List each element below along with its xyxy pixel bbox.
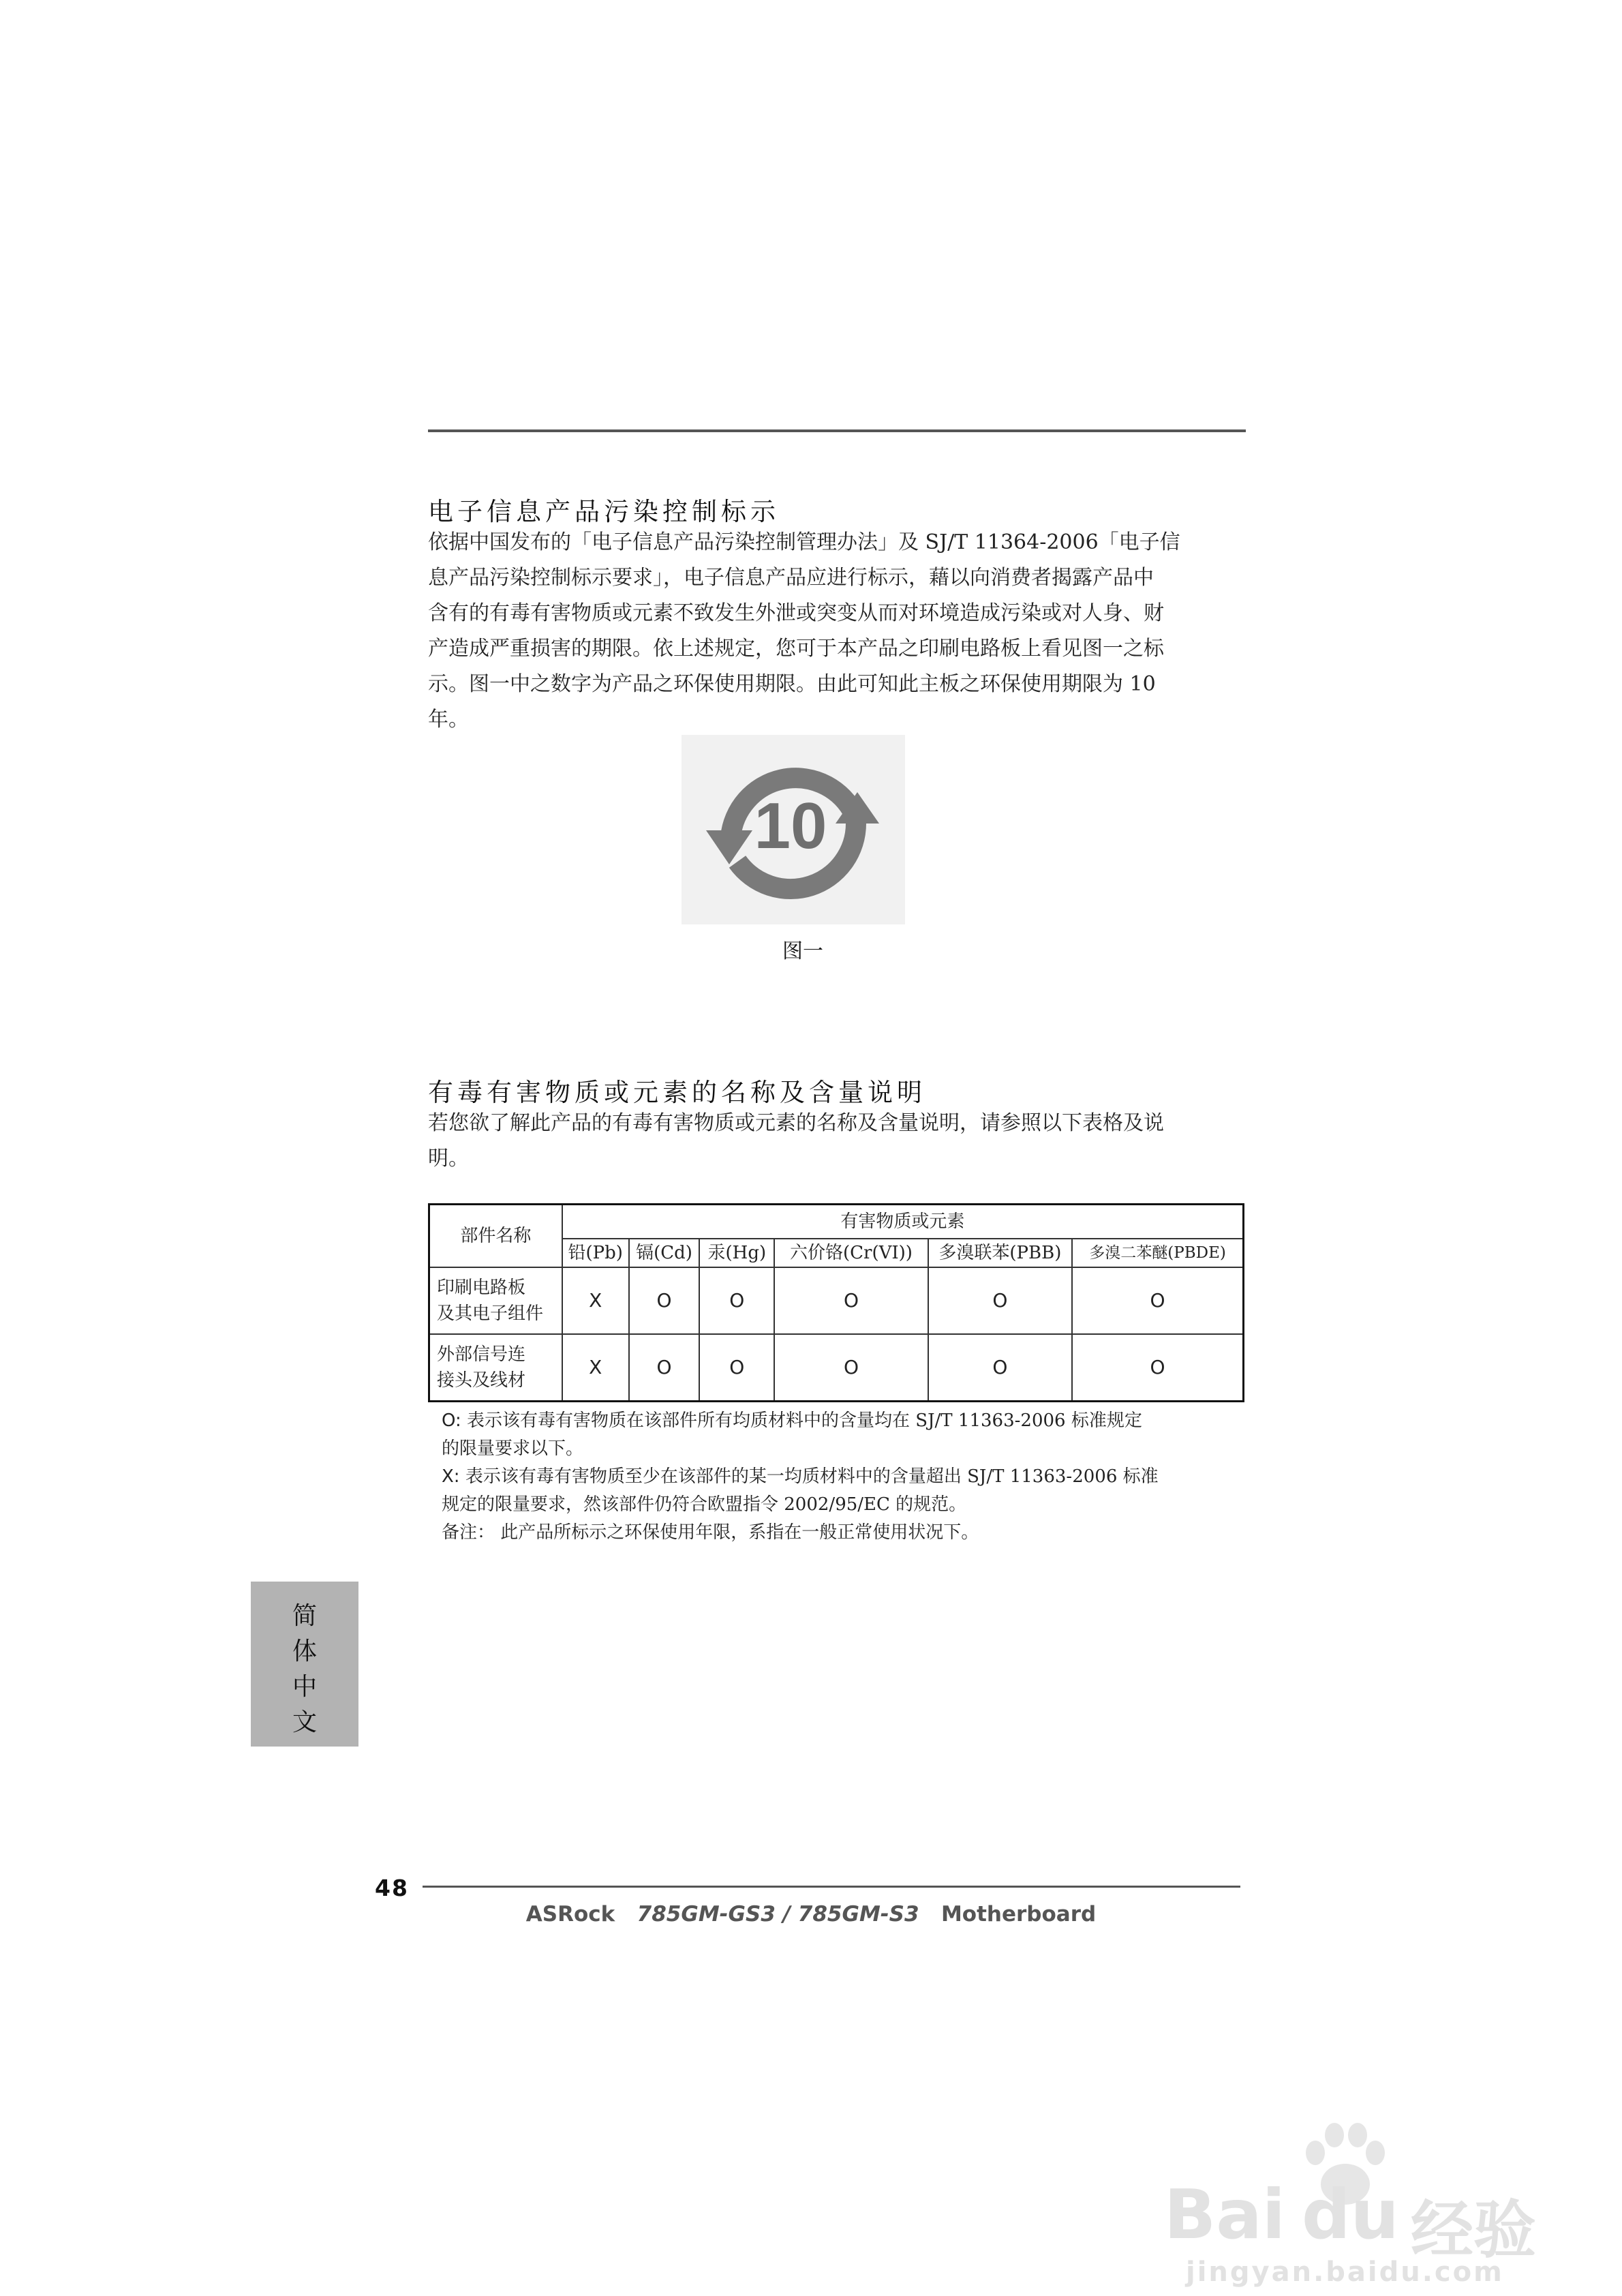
epup-logo: [682, 735, 905, 924]
table-notes: [442, 1407, 1159, 1547]
column-header: 多溴二苯醚(PBDE): [1072, 1239, 1243, 1267]
note-x-key: X:: [442, 1466, 460, 1487]
section2-title: 有毒有害物质或元素的名称及含量说明: [428, 1078, 926, 1107]
table-row: [429, 1267, 1244, 1334]
note-o-line: 的限量要求以下。: [442, 1438, 584, 1459]
substance-group-header: 有害物质或元素: [562, 1205, 1244, 1239]
column-header: 六价铬(Cr(VI)): [774, 1239, 928, 1267]
section1-line: 产造成严重损害的期限。依上述规定，您可于本产品之印刷电路板上看见图一之标: [428, 637, 1164, 661]
table-cell: O: [1072, 1267, 1243, 1334]
row-part-name-line: 外部信号连: [437, 1344, 526, 1365]
column-header: 汞(Hg): [699, 1239, 774, 1267]
footer-model-line: [0, 1902, 1622, 1927]
section2-line: 明。: [428, 1147, 469, 1170]
footer-model: 785GM-GS3 / 785GM-S3: [637, 1902, 919, 1927]
watermark-brand-du: du: [1302, 2175, 1399, 2254]
note-o: [442, 1407, 1159, 1435]
top-rule: [428, 429, 1246, 432]
row-part-name-line: 接头及线材: [437, 1370, 526, 1391]
column-header: 铅(Pb): [562, 1239, 629, 1267]
section2-paragraph: [428, 1106, 1246, 1177]
row-part-name: [429, 1334, 562, 1401]
section1-line: 年。: [428, 708, 469, 731]
logo-number: 10: [754, 789, 827, 862]
table-cell: O: [699, 1267, 774, 1334]
note-x-line: 规定的限量要求，然该部件仍符合欧盟指令 2002/95/EC 的规范。: [442, 1494, 967, 1515]
section1-paragraph: [428, 525, 1246, 738]
side-tab-char: 体: [292, 1637, 318, 1665]
hazardous-substances-table: [428, 1203, 1244, 1402]
figure-caption: 图一: [782, 939, 823, 963]
language-side-tab: [251, 1582, 358, 1747]
section1-line: 含有的有毒有害物质或元素不致发生外泄或突变从而对环境造成污染或对人身、财: [428, 601, 1164, 625]
row-part-name-line: 及其电子组件: [437, 1303, 544, 1324]
table-cell: X: [562, 1267, 629, 1334]
watermark-url: jingyan.baidu.com: [1186, 2256, 1504, 2288]
table-header-row: [429, 1205, 1244, 1239]
footer-product: Motherboard: [940, 1902, 1097, 1927]
section1-title: 电子信息产品污染控制标示: [428, 497, 780, 526]
section1-line: 息产品污染控制标示要求」，电子信息产品应进行标示，藉以向消费者揭露产品中: [428, 566, 1154, 590]
note-o-line: 表示该有毒有害物质在该部件所有均质材料中的含量均在 SJ/T 11363-2006 标准规定: [467, 1410, 1142, 1431]
row-part-name-line: 印刷电路板: [437, 1277, 526, 1298]
table-cell: O: [629, 1267, 700, 1334]
section1-line: 依据中国发布的「电子信息产品污染控制管理办法」及 SJ/T 11364-2006「电子信: [428, 530, 1180, 554]
watermark-brand: Bai: [1164, 2175, 1285, 2254]
table-cell: O: [699, 1334, 774, 1401]
table-cell: O: [774, 1267, 928, 1334]
note-x: [442, 1463, 1159, 1491]
watermark-cn: 经验: [1411, 2194, 1537, 2267]
footer-rule: [423, 1886, 1240, 1888]
table-row: [429, 1334, 1244, 1401]
part-name-header: 部件名称: [429, 1205, 562, 1267]
page-number: 48: [375, 1875, 409, 1901]
column-header: 镉(Cd): [629, 1239, 700, 1267]
table-cell: O: [928, 1267, 1072, 1334]
row-part-name: [429, 1267, 562, 1334]
baidu-watermark: [1159, 2120, 1581, 2291]
side-tab-char: 文: [292, 1708, 318, 1736]
footer-brand: ASRock: [525, 1902, 615, 1927]
section1-line: 示。图一中之数字为产品之环保使用期限。由此可知此主板之环保使用期限为 10: [428, 672, 1156, 696]
section2-line: 若您欲了解此产品的有毒有害物质或元素的名称及含量说明，请参照以下表格及说: [428, 1111, 1164, 1135]
table-cell: O: [928, 1334, 1072, 1401]
column-header: 多溴联苯(PBB): [928, 1239, 1072, 1267]
note-remark: 备注： 此产品所标示之环保使用年限，系指在一般正常使用状况下。: [442, 1522, 979, 1543]
table-cell: X: [562, 1334, 629, 1401]
recycle-10-icon: [682, 735, 905, 924]
side-tab-char: 简: [292, 1602, 318, 1630]
side-tab-char: 中: [292, 1673, 318, 1701]
table-cell: O: [629, 1334, 700, 1401]
note-o-key: O:: [442, 1410, 461, 1431]
table-cell: O: [774, 1334, 928, 1401]
note-x-line: 表示该有毒有害物质至少在该部件的某一均质材料中的含量超出 SJ/T 11363-2006 标准: [465, 1466, 1159, 1487]
table-cell: O: [1072, 1334, 1243, 1401]
